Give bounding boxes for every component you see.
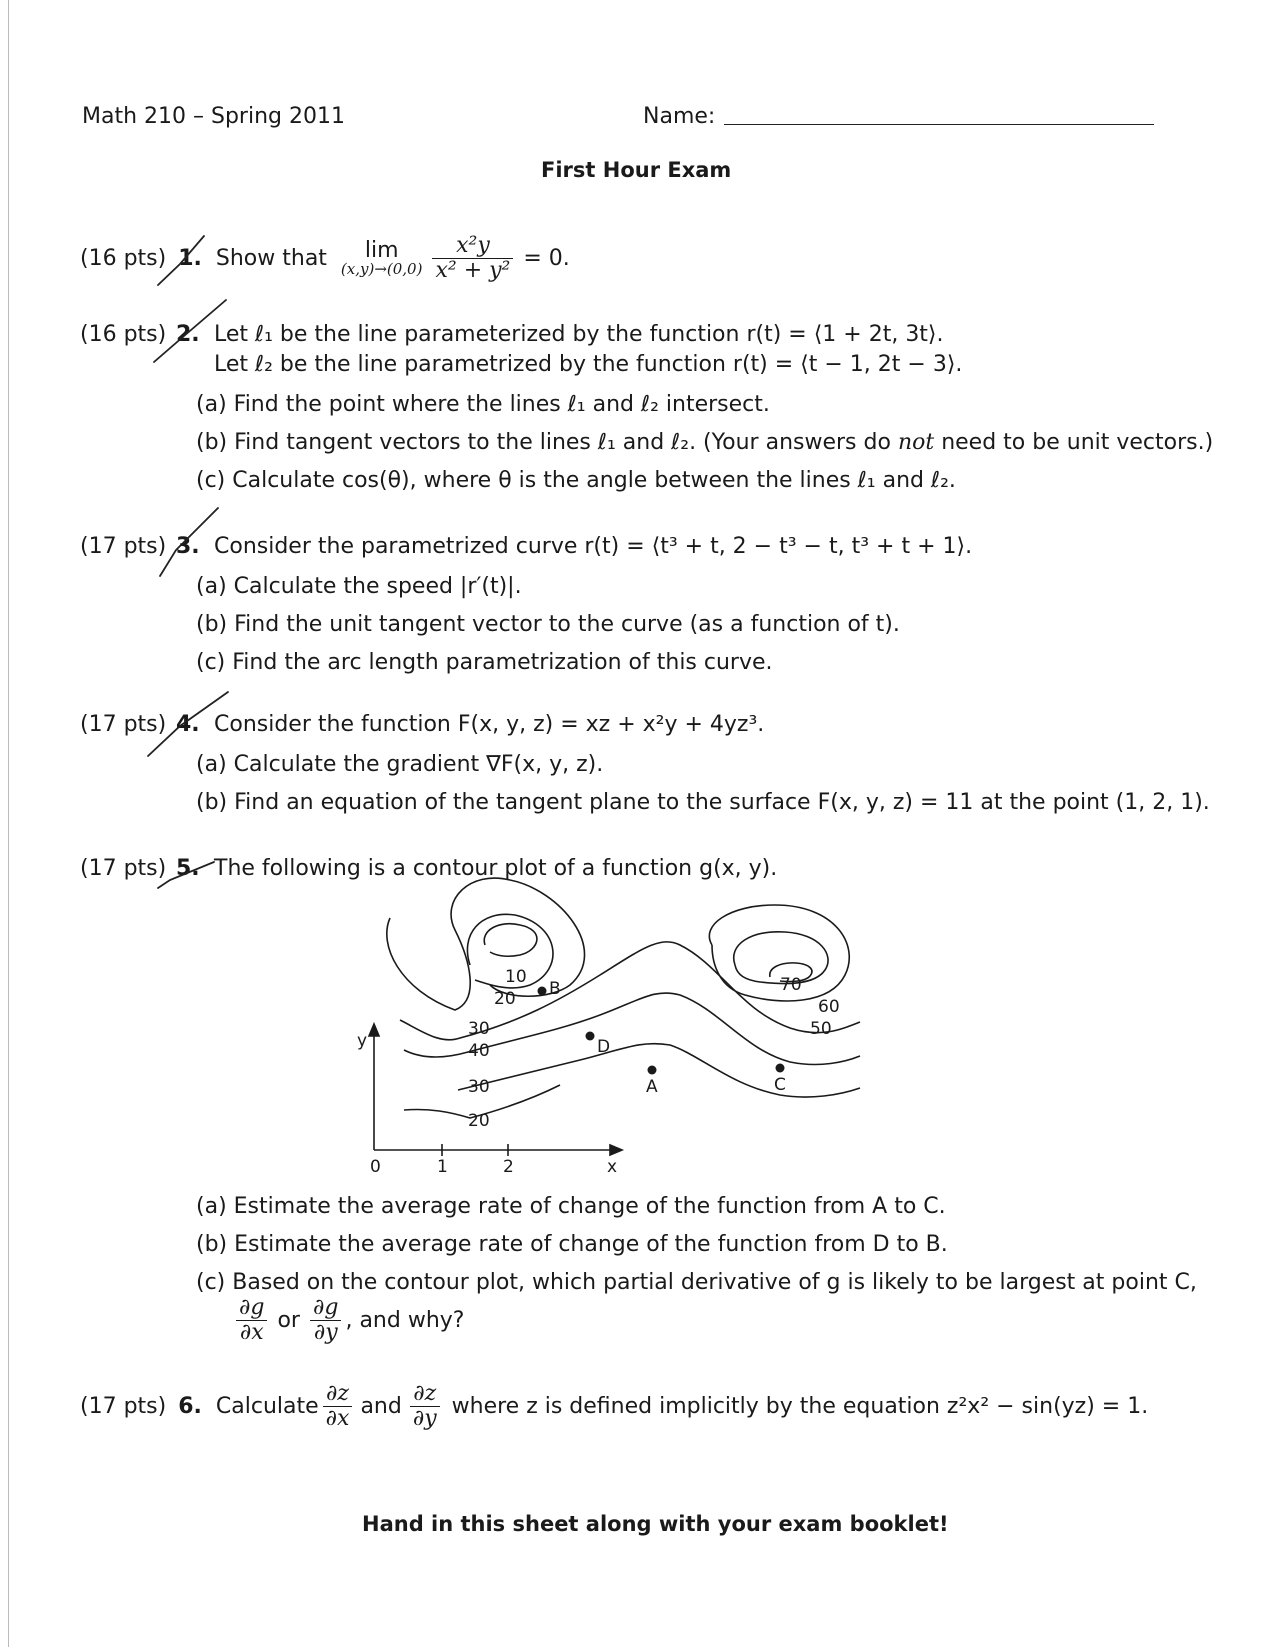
p3-part-a: (a) Calculate the speed |r′(t)|. <box>196 574 522 599</box>
p6-points: (17 pts) <box>80 1393 167 1419</box>
p4-text: Consider the function F(x, y, z) = xz + x²y + 4yz³. <box>214 712 765 737</box>
p1-lim-sub: (x,y)→(0,0) <box>340 259 423 278</box>
p2-b-not: not <box>897 430 935 455</box>
contour-label-30-top: 30 <box>468 1019 490 1039</box>
p1-numerator: x²y <box>432 234 513 258</box>
p5-frac2-den: ∂y <box>313 1319 338 1345</box>
p5-frac1-num: ∂g <box>236 1296 267 1320</box>
point-b-label: B <box>549 979 561 999</box>
contour-label-60: 60 <box>818 997 840 1017</box>
p5-and-why: , and why? <box>345 1307 465 1333</box>
check-mark-5 <box>158 862 214 888</box>
tick-label-2: 2 <box>503 1157 514 1177</box>
p3-part-c: (c) Find the arc length parametrization of this curve. <box>196 650 773 675</box>
point-d-label: D <box>597 1037 611 1057</box>
point-c-label: C <box>774 1075 786 1095</box>
p3-part-b: (b) Find the unit tangent vector to the curve (as a function of t). <box>196 612 900 637</box>
p6-frac1-den: ∂x <box>325 1405 350 1431</box>
check-mark-2 <box>154 300 226 362</box>
p6-post: where z is defined implicitly by the equation z²x² − sin(yz) = 1. <box>451 1393 1149 1419</box>
p6-frac1-num: ∂z <box>323 1382 353 1406</box>
p6-pre: Calculate <box>215 1393 319 1419</box>
p3-points: (17 pts) <box>80 534 167 559</box>
p4-part-a: (a) Calculate the gradient ∇F(x, y, z). <box>196 752 604 777</box>
p6-number: 6. <box>178 1393 202 1419</box>
p4-points: (17 pts) <box>80 712 167 737</box>
p1-denominator: x² + y² <box>435 257 511 283</box>
name-label: Name: <box>643 104 716 129</box>
p4-number: 4. <box>176 712 200 737</box>
p5-number: 5. <box>176 856 200 881</box>
contour-label-30-lower: 30 <box>468 1077 490 1097</box>
p1-lim-word: lim <box>364 237 399 263</box>
p2-b-post: need to be unit vectors.) <box>941 430 1214 455</box>
tick-label-1: 1 <box>437 1157 448 1177</box>
contour-label-20-lower: 20 <box>468 1111 490 1131</box>
point-a-label: A <box>646 1077 658 1097</box>
p5-frac1-den: ∂x <box>239 1319 264 1345</box>
p2-line2: Let ℓ₂ be the line parametrized by the function r(t) = ⟨t − 1, 2t − 3⟩. <box>214 352 963 377</box>
p3-number: 3. <box>176 534 200 559</box>
p5-frac2-num: ∂g <box>310 1296 341 1320</box>
course-label: Math 210 – Spring 2011 <box>82 104 345 129</box>
p6-frac2-den: ∂y <box>412 1405 437 1431</box>
p5-points: (17 pts) <box>80 856 167 881</box>
p1-text: Show that <box>215 245 327 271</box>
contour-label-20-top: 20 <box>494 989 516 1009</box>
p1-result: = 0. <box>523 245 570 271</box>
p1-points: (16 pts) <box>80 245 167 271</box>
p3-text: Consider the parametrized curve r(t) = ⟨t³ + t, 2 − t³ − t, t³ + t + 1⟩. <box>214 534 973 559</box>
contour-label-10: 10 <box>505 967 527 987</box>
p4-part-b: (b) Find an equation of the tangent plane to the surface F(x, y, z) = 11 at the point (1, 2, 1). <box>196 790 1210 815</box>
tick-label-0: 0 <box>370 1157 381 1177</box>
p5-part-b: (b) Estimate the average rate of change of the function from D to B. <box>196 1232 948 1257</box>
check-mark-1 <box>158 236 204 285</box>
contour-label-70: 70 <box>780 975 802 995</box>
p1-number: 1. <box>178 245 202 271</box>
p5-or: or <box>277 1307 300 1333</box>
p5-part-a: (a) Estimate the average rate of change of the function from A to C. <box>196 1194 946 1219</box>
x-axis-label: x <box>607 1157 618 1177</box>
footer-note: Hand in this sheet along with your exam booklet! <box>362 1512 949 1536</box>
p2-part-c: (c) Calculate cos(θ), where θ is the angle between the lines ℓ₁ and ℓ₂. <box>196 468 956 493</box>
contour-label-50: 50 <box>810 1019 832 1039</box>
p2-part-a: (a) Find the point where the lines ℓ₁ and ℓ₂ intersect. <box>196 392 770 417</box>
p5-part-c: (c) Based on the contour plot, which partial derivative of g is likely to be largest at point C, <box>196 1270 1197 1295</box>
p5-text: The following is a contour plot of a function g(x, y). <box>214 856 778 881</box>
y-axis-label: y <box>357 1031 368 1051</box>
p2-number: 2. <box>176 322 200 347</box>
p6-frac2-num: ∂z <box>410 1382 440 1406</box>
p2-b-pre: (b) Find tangent vectors to the lines ℓ₁ and ℓ₂. (Your answers do <box>196 430 891 455</box>
p6-and: and <box>360 1393 402 1419</box>
p2-points: (16 pts) <box>80 322 167 347</box>
page-title: First Hour Exam <box>541 158 732 182</box>
p2-line1: Let ℓ₁ be the line parameterized by the function r(t) = ⟨1 + 2t, 3t⟩. <box>214 322 944 347</box>
contour-label-40: 40 <box>468 1041 490 1061</box>
check-mark-3 <box>160 508 218 576</box>
check-mark-4 <box>148 692 228 756</box>
